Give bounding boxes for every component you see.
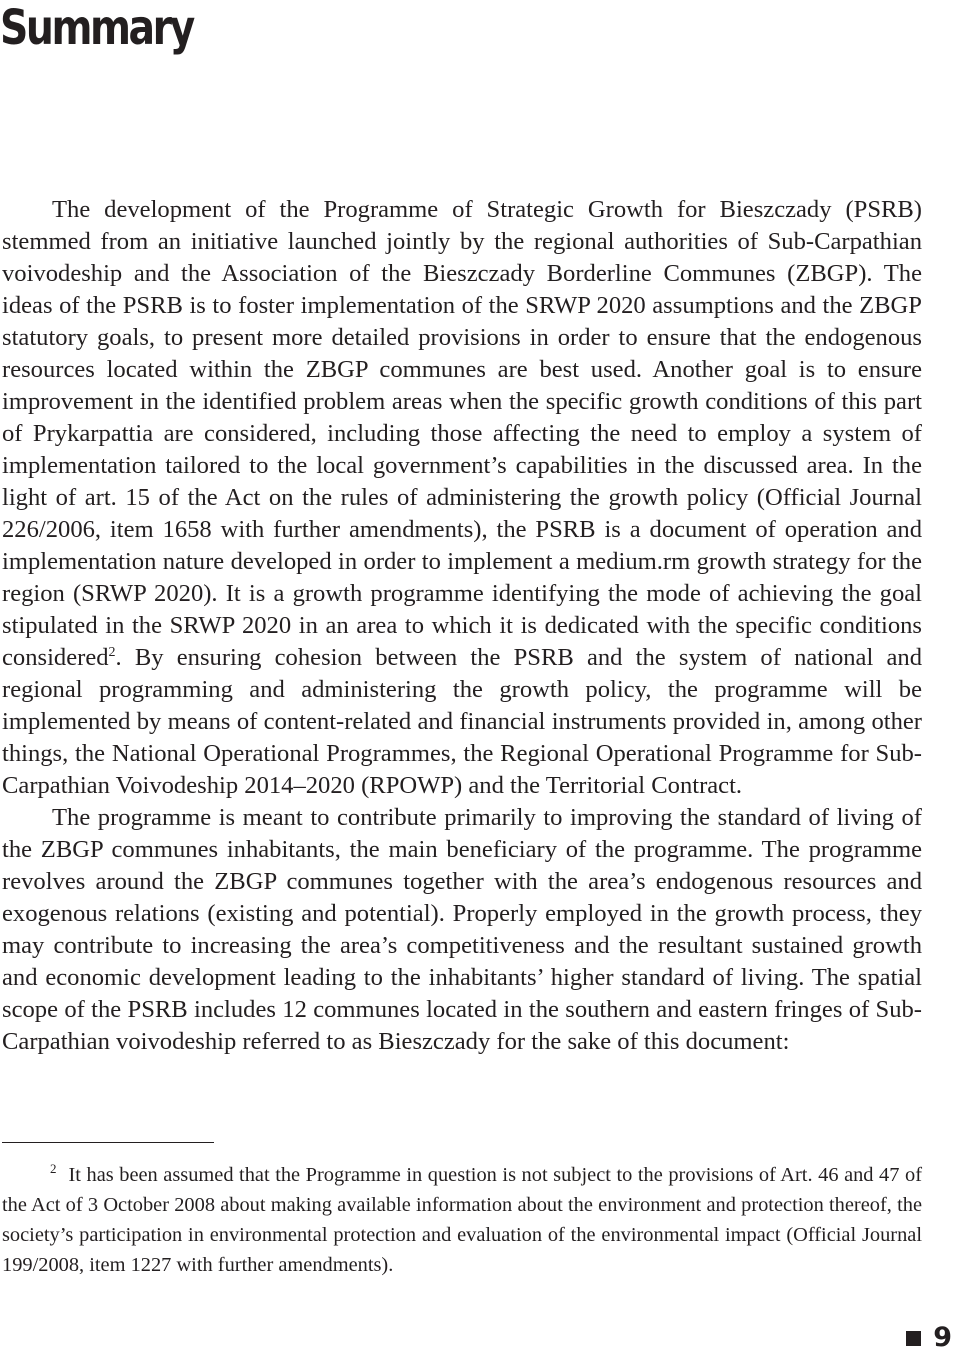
paragraph-1	[2, 194, 922, 802]
footnote: 2 It has been assumed that the Programme in question is not subject to the provisions of Art. 46 and 47 of the Act of 3 October 2008 about making available information about the environment and protection thereof, the society’s participation in environmental protection and evaluation of the environmental impact (Official Journal 199/2008, item 1227 with further amendments).	[2, 1161, 922, 1276]
square-bullet-icon	[906, 1331, 921, 1346]
page-title: Summary	[0, 0, 193, 56]
page-footer	[906, 1322, 952, 1354]
footnote-divider	[2, 1142, 214, 1143]
paragraph-2: The programme is meant to contribute primarily to improving the standard of living of the ZBGP communes inhabitants, the main beneficiary of the programme. The programme revolves around the ZBGP communes together with the area’s endogenous resources and exogenous relations (existing and potential). Properly employed in the growth process, they may contribute to increasing the area’s competitiveness and the resultant sustained growth and economic development leading to the inhabitants’ higher standard of living. The spatial scope of the PSRB includes 12 communes located in the southern and eastern fringes of Sub-Carpathian voivodeship referred to as Bieszczady for the sake of this document:	[2, 804, 922, 1055]
footnote-text: It has been assumed that the Programme in question is not subject to the provisions of Art. 46 and 47 of the Act of 3 October 2008 about making available information about the environment and protection thereof, the society’s participation in environmental protection and evaluation of the environmental impact (Official Journal 199/2008, item 1227 with further amendments).	[2, 1164, 922, 1276]
page-number: 9	[933, 1322, 952, 1353]
paragraph-1-text-continued: . By ensuring cohesion between the PSRB and the system of national and regional programming and administering the growth policy, the programme will be implemented by means of content-related and financial instruments provided in, among other things, the National Operational Programmes, the Regional Operational Programme for Sub-Carpathian Voivodeship 2014–2020 (RPOWP) and the Territorial Contract.	[2, 644, 922, 799]
body-text	[2, 194, 922, 1058]
footnote-reference: 2	[108, 645, 116, 660]
paragraph-1-text: The development of the Programme of Strategic Growth for Bieszczady (PSRB) stemmed from an initiative launched jointly by the regional authorities of Sub-Carpathian voivodeship and the Association of the Bieszczady Borderline Communes (ZBGP). The ideas of the PSRB is to foster implementation of the SRWP 2020 assumptions and the ZBGP statutory goals, to present more detailed provisions in order to ensure that the endogenous resources located within the ZBGP communes are best used. Another goal is to ensure improvement in the identified problem areas when the specific growth conditions of this part of Prykarpattia are considered, including those affecting the need to employ a system of implementation tailored to the local government’s capabilities in the discussed area. In the light of art. 15 of the Act on the rules of administering the growth policy (Official Journal 226/2006, item 1658 with further amendments), the PSRB is a document of operation and implementation nature developed in order to implement a medium.rm growth strategy for the region (SRWP 2020). It is a growth programme identifying the mode of achieving the goal stipulated in the SRWP 2020 in an area to which it is dedicated with the specific conditions considered	[2, 196, 922, 671]
